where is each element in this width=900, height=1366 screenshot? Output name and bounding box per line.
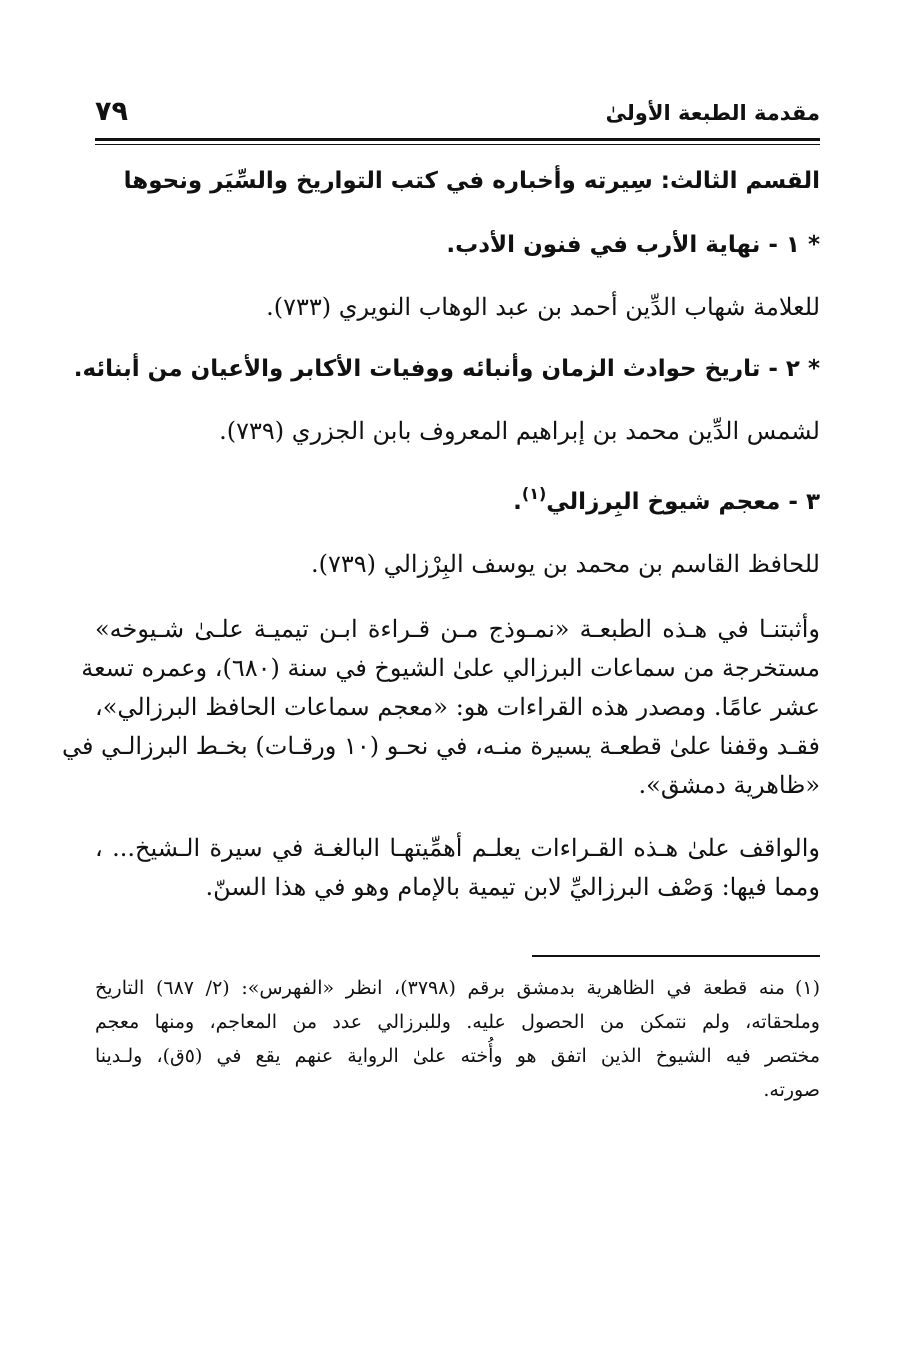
running-header: [95, 96, 820, 138]
paragraph-line: فقـد وقفنا علىٰ قطعـة يسيرة منـه، في نحـو (١٠ ورقـات) بخـط البرزالـي في: [61, 732, 820, 760]
footnote-separator: [532, 955, 820, 957]
entry-title-end: .: [513, 489, 522, 515]
header-rule: [95, 138, 820, 145]
entry-author: للعلامة شهاب الدِّين أحمد بن عبد الوهاب النويري (٧٣٣).: [266, 293, 820, 321]
entry-author: لشمس الدِّين محمد بن إبراهيم المعروف بابن الجزري (٧٣٩).: [219, 417, 820, 445]
footnote-line: مختصر فيه الشيوخ الذين اتفق هو وأُخته علىٰ الرواية عنهم يقع في (٥ق)، ولـدينا: [95, 1045, 820, 1067]
footnote-marker: (١): [794, 977, 820, 999]
footnote: [95, 971, 820, 1107]
paragraph-line: «ظاهرية دمشق».: [638, 771, 820, 799]
page-number: ٧٩: [95, 96, 128, 127]
footnote-text: منه قطعة في الظاهرية بدمشق برقم (٣٧٩٨)، انظر «الفهرس»: (٢/ ٦٨٧) التاريخ: [95, 977, 785, 999]
footnote-line: صورته.: [763, 1079, 820, 1101]
entry-title-text: ٣ - معجم شيوخ البِرزالي: [546, 489, 820, 515]
entry-author: للحافظ القاسم بن محمد بن يوسف البِرْزالي (٧٣٩).: [310, 550, 820, 578]
entry-title: * ٢ - تاريخ حوادث الزمان وأنبائه ووفيات الأكابر والأعيان من أبنائه.: [73, 356, 820, 382]
footnote-reference[interactable]: (١): [521, 484, 547, 503]
body-paragraph: [61, 610, 820, 805]
book-page: [61, 96, 820, 1107]
paragraph-line: والواقف علىٰ هـذه القـراءات يعلـم أهمِّيتهـا البالغـة في سيرة الـشيخ... ،: [95, 834, 820, 862]
paragraph-line: وأثبتنـا في هـذه الطبعـة «نمـوذج مـن قـراءة ابـن تيميـة علـىٰ شـيوخه»: [95, 615, 820, 643]
header-title: مقدمة الطبعة الأولىٰ: [605, 101, 820, 125]
footnote-line: [95, 971, 820, 1005]
paragraph-line: عشر عامًا. ومصدر هذه القراءات هو: «معجم سماعات الحافظ البرزالي»،: [95, 693, 820, 721]
footnote-line: وملحقاته، ولم نتمكن من الحصول عليه. وللبرزالي عدد من المعاجم، ومنها معجم: [95, 1011, 820, 1033]
entry-title: * ١ - نهاية الأرب في فنون الأدب.: [446, 232, 820, 258]
paragraph-line: ومما فيها: وَصْف البرزاليِّ لابن تيمية بالإمام وهو في هذا السنّ.: [205, 873, 820, 901]
section-heading: القسم الثالث: سِيرته وأخباره في كتب التواريخ والسِّيَر ونحوها: [123, 168, 820, 194]
paragraph-line: مستخرجة من سماعات البرزالي علىٰ الشيوخ في سنة (٦٨٠)، وعمره تسعة: [81, 654, 820, 682]
body-paragraph: [95, 829, 820, 907]
entry-title: [95, 477, 820, 519]
